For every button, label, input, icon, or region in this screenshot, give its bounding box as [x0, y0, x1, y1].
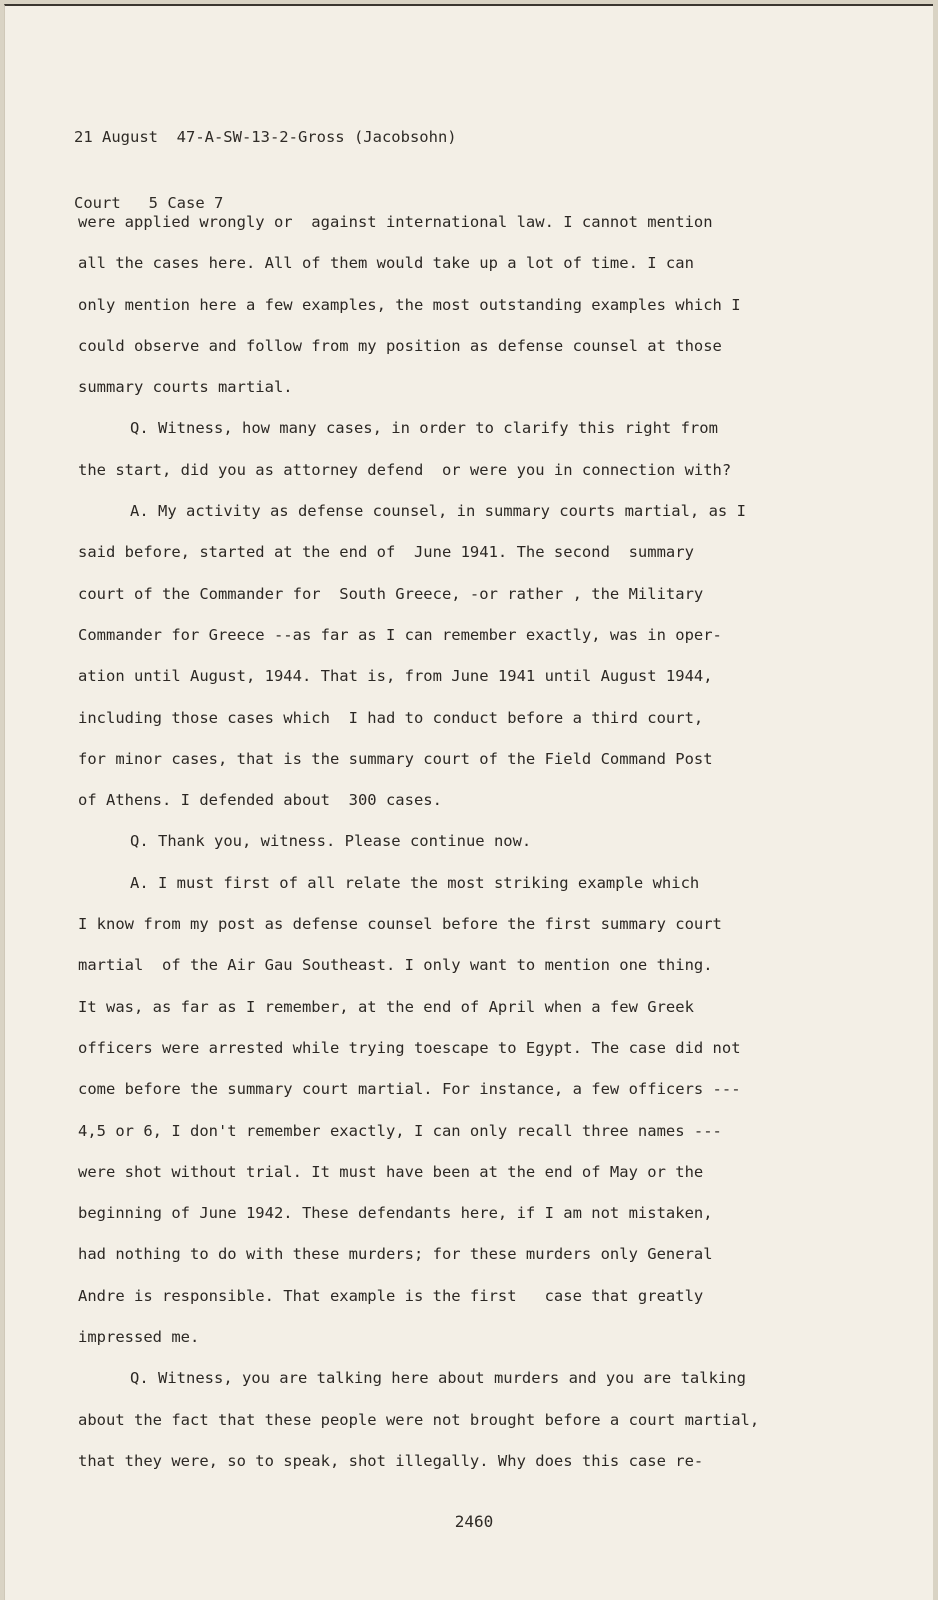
- transcript-line: that they were, so to speak, shot illegally. Why does this case re-: [78, 1451, 704, 1470]
- transcript-line: 4,5 or 6, I don't remember exactly, I can only recall three names ---: [78, 1121, 722, 1140]
- transcript-line: had nothing to do with these murders; for these murders only General: [78, 1245, 713, 1264]
- transcript-line: summary courts martial.: [78, 378, 293, 397]
- transcript-line: martial of the Air Gau Southeast. I only want to mention one thing.: [78, 956, 713, 975]
- transcript-line: were applied wrongly or against international law. I cannot mention: [78, 213, 713, 231]
- transcript-line: of Athens. I defended about 300 cases.: [78, 791, 442, 810]
- transcript-body: [78, 202, 868, 1482]
- page-number: 2460: [454, 1512, 494, 1531]
- transcript-line: said before, started at the end of June 1941. The second summary: [78, 543, 694, 562]
- transcript-line: Andre is responsible. That example is the first case that greatly: [78, 1286, 704, 1305]
- transcript-line: only mention here a few examples, the most outstanding examples which I: [78, 295, 741, 314]
- document-page: [4, 4, 933, 1600]
- transcript-line: the start, did you as attorney defend or were you in connection with?: [78, 460, 732, 479]
- transcript-line: officers were arrested while trying toescape to Egypt. The case did not: [78, 1038, 741, 1057]
- transcript-line: A. I must first of all relate the most striking example which: [130, 873, 700, 892]
- transcript-line: impressed me.: [78, 1328, 200, 1347]
- transcript-line: I know from my post as defense counsel before the first summary court: [78, 915, 722, 934]
- transcript-line: ation until August, 1944. That is, from June 1941 until August 1944,: [78, 667, 713, 686]
- transcript-line: Q. Thank you, witness. Please continue now.: [130, 832, 532, 851]
- transcript-line: were shot without trial. It must have been at the end of May or the: [78, 1162, 704, 1181]
- header-date-reference: 21 August 47-A-SW-13-2-Gross (Jacobsohn): [74, 128, 457, 146]
- transcript-line: It was, as far as I remember, at the end of April when a few Greek: [78, 997, 694, 1016]
- transcript-line: beginning of June 1942. These defendants here, if I am not mistaken,: [78, 1204, 713, 1223]
- transcript-line: all the cases here. All of them would take up a lot of time. I can: [78, 254, 694, 273]
- transcript-line: could observe and follow from my position as defense counsel at those: [78, 336, 722, 355]
- transcript-line: A. My activity as defense counsel, in summary courts martial, as I: [130, 502, 746, 521]
- header-court-case: Court 5 Case 7: [74, 194, 224, 212]
- transcript-line: Q. Witness, you are talking here about murders and you are talking: [130, 1369, 746, 1388]
- transcript-line: Commander for Greece --as far as I can remember exactly, was in oper-: [78, 625, 722, 644]
- transcript-line: for minor cases, that is the summary court of the Field Command Post: [78, 749, 713, 768]
- transcript-line: including those cases which I had to conduct before a third court,: [78, 708, 704, 727]
- transcript-line: Q. Witness, how many cases, in order to clarify this right from: [130, 419, 718, 438]
- transcript-line: court of the Commander for South Greece, -or rather , the Military: [78, 584, 704, 603]
- transcript-line: come before the summary court martial. For instance, a few officers ---: [78, 1080, 741, 1099]
- transcript-line: about the fact that these people were not brought before a court martial,: [78, 1410, 760, 1429]
